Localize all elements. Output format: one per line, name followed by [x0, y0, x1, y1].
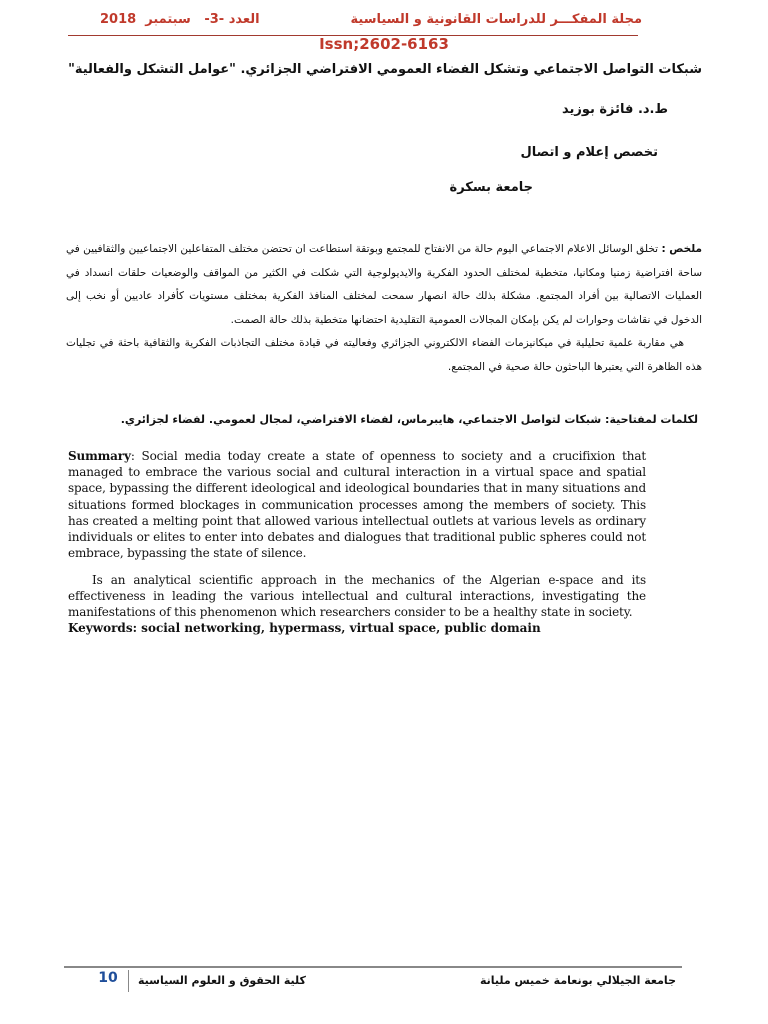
author-university: جامعة بسكرة [449, 180, 533, 195]
abstract-arabic-paragraph-2: هي مقاربة علمية تحليلية في ميكانيزمات الفضاء الالكتروني الجزائري وفعاليته في قيادة مختلف التجاذبات الفكرية والثقافية باحثة في تجليات هذه الظاهرة التي يعتبرها الباحثون حالة صحية في المجتمع. [66, 337, 702, 373]
author-specialty: تخصص إعلام و اتصال [520, 145, 658, 160]
abstract-arabic-label: ملخص : [661, 243, 702, 255]
abstract-english-paragraph-1: : Social media today create a state of openness to society and a crucifixion that managed to embrace the various social and cultural interaction in a virtual space and spatial space, bypassing the different ideological and ideological boundaries that in many situations and situations formed blockages in communication processes among the members of society. This has created a melting point that allowed various intellectual outlets at various levels as ordinary individuals or elites to enter into debates and dialogues that traditional public spheres could not embrace, bypassing the state of silence. [68, 449, 646, 561]
summary-label: Summary [68, 449, 131, 463]
issn: Issn;2602-6163 [319, 35, 449, 53]
journal-name: مجلة المفكـــر للدراسات القانونية و السياسية [350, 12, 642, 27]
issue-month: سبتمبر [145, 12, 191, 27]
abstract-arabic [66, 238, 702, 332]
abstract-english [68, 448, 646, 561]
issue-info [100, 12, 300, 27]
abstract-arabic-paragraph-1: تخلق الوسائل الاعلام الاجتماعي اليوم حالة من الانفتاح للمجتمع وبوتقة استطاعت ان تحتضن مختلف المتفاعلين الاجتماعيين والثقافيين في ساحة افتراضية زمنيا ومكانيا، متخطية لمختلف الحدود الفكرية والايديولوجية التي شكلت في الكثير من المواقف والوضعيات حلقات انسداد في العمليات الاتصالية بين أفراد المجتمع. مشكلة بذلك حالة انصهار سمحت لمختلف المنافذ الفكرية بمختلف مستويات كأفراد عاديين أو نخب إلى الدخول في نقاشات وحوارات لم يكن بإمكان المجالات العمومية التقليدية احتضانها متخطية بذلك حالة الصمت. [66, 243, 702, 326]
page-number: 10 [98, 970, 118, 986]
keywords-english: Keywords: social networking, hypermass, virtual space, public domain [68, 621, 541, 635]
footer-faculty: كلية الحقوق و العلوم السياسية [138, 974, 306, 987]
author-name: ط.د. فائزة بوزيد [561, 102, 668, 117]
article-title: شبكات التواصل الاجتماعي وتشكل الفضاء العمومي الافتراضي الجزائري. "عوامل التشكل والفعالية" [68, 62, 702, 77]
keywords-arabic: لكلمات لمفتاحية: شبكات لتواصل الاجتماعي، هايبرماس، لفضاء الافتراضي، لمجال لعمومي. لفضاء لجزائري. [120, 413, 698, 426]
issue-year: 2018 [100, 12, 137, 27]
footer-divider [64, 966, 682, 968]
page-number-separator [128, 970, 129, 992]
abstract-english-paragraph-2: Is an analytical scientific approach in the mechanics of the Algerian e-space and its effectiveness in leading the various intellectual and cultural interactions, investigating the manifestations of this phenomenon which researchers consider to be a healthy state in society. [68, 573, 646, 620]
issue-number: العدد -3- [204, 12, 260, 27]
footer-university: جامعة الجيلالي بونعامة خميس مليانة [479, 974, 676, 987]
